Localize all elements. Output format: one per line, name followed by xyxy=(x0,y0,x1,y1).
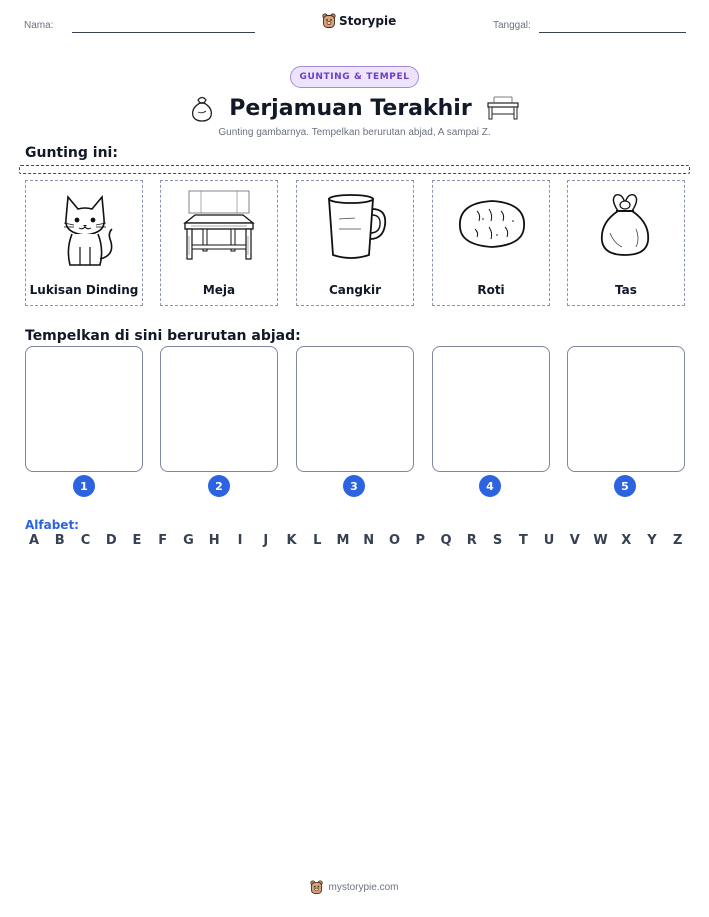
card-label: Tas xyxy=(615,283,637,297)
cut-card-1[interactable] xyxy=(25,180,143,306)
footer-url[interactable]: mystorypie.com xyxy=(328,882,399,893)
date-label: Tanggal: xyxy=(493,20,531,31)
alphabet-row xyxy=(26,533,686,548)
page-title: Perjamuan Terakhir xyxy=(229,95,472,121)
alphabet-letter: H xyxy=(208,533,220,548)
footer xyxy=(0,880,709,895)
card-label: Meja xyxy=(202,283,236,297)
alphabet-letter: M xyxy=(336,533,350,548)
alphabet-letter: O xyxy=(388,533,401,548)
cut-section-heading: Gunting ini: xyxy=(25,145,118,161)
brand-logo xyxy=(322,13,396,29)
paste-slot-1[interactable] xyxy=(25,346,143,472)
alphabet-letter: F xyxy=(158,533,168,548)
card-label: Roti xyxy=(477,283,505,297)
name-line xyxy=(72,32,255,33)
paste-slot-2[interactable] xyxy=(160,346,278,472)
instructions: Gunting gambarnya. Tempelkan berurutan abjad, A sampai Z. xyxy=(218,127,491,138)
bread-icon xyxy=(455,189,529,259)
alphabet-letter: Z xyxy=(673,533,683,548)
alphabet-letter: K xyxy=(286,533,297,548)
paste-slot-5[interactable] xyxy=(567,346,685,472)
alphabet-letter: B xyxy=(54,533,65,548)
cup-icon xyxy=(321,189,391,265)
card-label: Cangkir xyxy=(328,283,382,297)
alphabet-letter: J xyxy=(263,533,269,548)
slot-number-3: 3 xyxy=(343,475,365,497)
alphabet-letter: N xyxy=(363,533,375,548)
bear-icon xyxy=(310,880,323,895)
alphabet-letter: V xyxy=(569,533,580,548)
bag-icon xyxy=(592,189,662,265)
paste-slot-3[interactable] xyxy=(296,346,414,472)
alphabet-letter: C xyxy=(80,533,91,548)
alphabet-letter: U xyxy=(543,533,555,548)
cut-line xyxy=(19,165,690,174)
alphabet-letter: T xyxy=(518,533,528,548)
paste-section-heading: Tempelkan di sini berurutan abjad: xyxy=(25,328,301,344)
alphabet-label: Alfabet: xyxy=(25,518,79,532)
alphabet-letter: A xyxy=(28,533,40,548)
cut-card-3[interactable] xyxy=(296,180,414,306)
money-bag-icon xyxy=(189,94,215,122)
cut-card-5[interactable] xyxy=(567,180,685,306)
cut-card-4[interactable] xyxy=(432,180,550,306)
paste-slot-4[interactable] xyxy=(432,346,550,472)
alphabet-letter: X xyxy=(621,533,632,548)
alphabet-letter: Q xyxy=(440,533,452,548)
slot-number-5: 5 xyxy=(614,475,636,497)
alphabet-letter: I xyxy=(237,533,243,548)
table-icon xyxy=(486,95,520,121)
alphabet-letter: L xyxy=(313,533,322,548)
brand-name: Storypie xyxy=(339,14,397,28)
activity-badge: GUNTING & TEMPEL xyxy=(290,66,419,88)
card-label: Lukisan Dinding xyxy=(29,283,139,297)
bear-icon xyxy=(322,13,336,29)
title-row xyxy=(0,90,709,126)
date-line xyxy=(539,32,686,33)
cat-icon xyxy=(50,189,120,269)
slot-number-4: 4 xyxy=(479,475,501,497)
alphabet-letter: Y xyxy=(647,533,657,548)
name-label: Nama: xyxy=(24,20,54,31)
alphabet-letter: P xyxy=(415,533,426,548)
alphabet-letter: G xyxy=(183,533,194,548)
alphabet-letter: W xyxy=(593,533,608,548)
alphabet-letter: S xyxy=(492,533,503,548)
alphabet-letter: D xyxy=(105,533,117,548)
alphabet-letter: E xyxy=(132,533,142,548)
slot-number-2: 2 xyxy=(208,475,230,497)
alphabet-letter: R xyxy=(466,533,477,548)
slot-number-1: 1 xyxy=(73,475,95,497)
table-icon xyxy=(181,189,257,265)
cut-card-2[interactable] xyxy=(160,180,278,306)
